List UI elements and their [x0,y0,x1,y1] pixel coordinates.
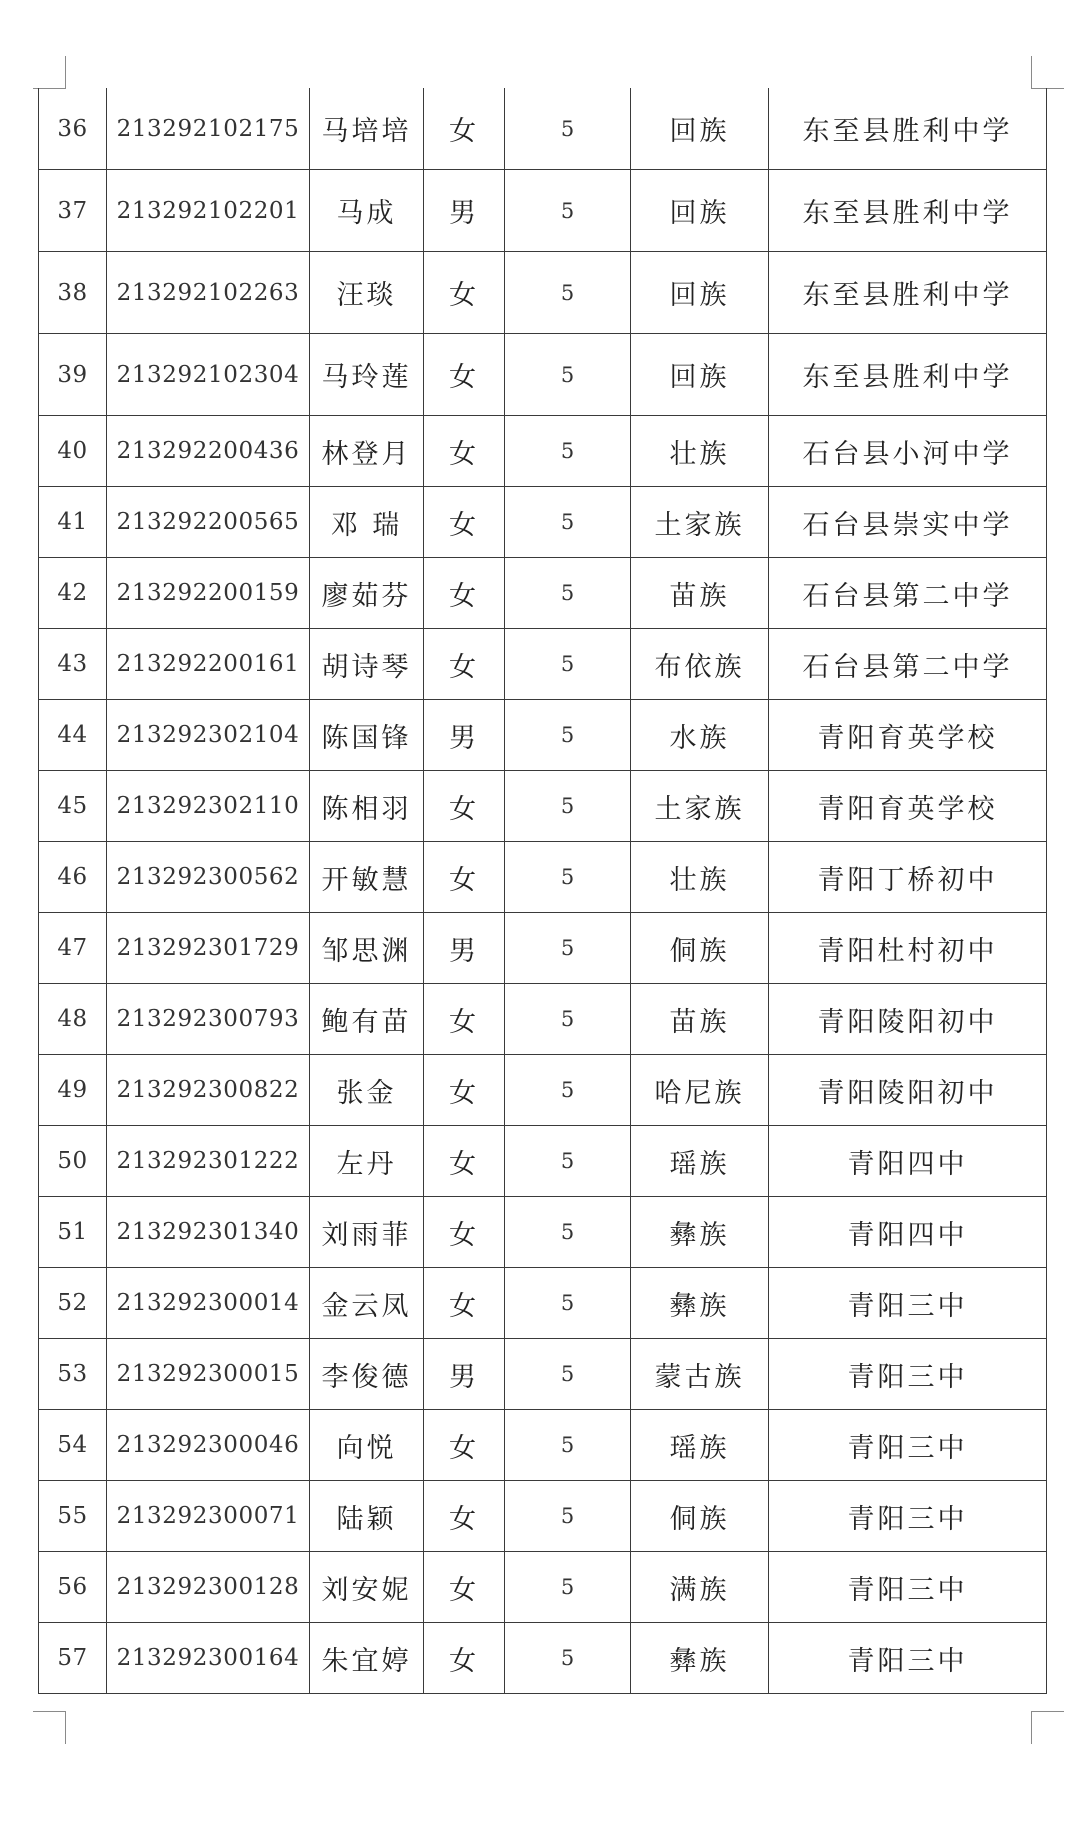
roster-body [39,88,1047,1694]
cell-score: 5 [505,1410,631,1481]
cell-exam-id: 213292300015 [107,1339,310,1410]
cell-gender: 男 [424,1339,505,1410]
cell-number: 46 [39,842,107,913]
cell-exam-id: 213292102263 [107,252,310,334]
cell-score: 5 [505,416,631,487]
cell-score: 5 [505,558,631,629]
cell-student-name: 金云凤 [310,1268,424,1339]
cell-student-name: 陈国锋 [310,700,424,771]
cell-gender: 女 [424,1481,505,1552]
cell-score: 5 [505,1197,631,1268]
cell-school: 青阳四中 [769,1126,1047,1197]
cell-number: 42 [39,558,107,629]
cell-gender: 女 [424,1410,505,1481]
table-row [39,842,1047,913]
cell-exam-id: 213292102175 [107,88,310,170]
cell-exam-id: 213292200436 [107,416,310,487]
cell-number: 43 [39,629,107,700]
cell-student-name: 邹思渊 [310,913,424,984]
cell-exam-id: 213292300562 [107,842,310,913]
cell-student-name: 陆颖 [310,1481,424,1552]
cell-ethnicity: 瑶族 [631,1410,769,1481]
table-row [39,558,1047,629]
table-row [39,1410,1047,1481]
cell-gender: 女 [424,1055,505,1126]
cell-school: 石台县崇实中学 [769,487,1047,558]
table-row [39,1197,1047,1268]
cell-school: 石台县第二中学 [769,629,1047,700]
cell-score: 5 [505,700,631,771]
cell-exam-id: 213292300046 [107,1410,310,1481]
cell-number: 49 [39,1055,107,1126]
cell-school: 石台县小河中学 [769,416,1047,487]
cell-number: 50 [39,1126,107,1197]
cell-exam-id: 213292300793 [107,984,310,1055]
table-row [39,334,1047,416]
cell-school: 青阳三中 [769,1481,1047,1552]
cell-gender: 女 [424,1126,505,1197]
cell-school: 青阳育英学校 [769,771,1047,842]
cell-score: 5 [505,629,631,700]
cell-school: 青阳陵阳初中 [769,984,1047,1055]
cell-ethnicity: 回族 [631,334,769,416]
cell-ethnicity: 壮族 [631,842,769,913]
cell-score: 5 [505,170,631,252]
cell-number: 48 [39,984,107,1055]
cell-gender: 女 [424,1197,505,1268]
cell-student-name: 邓 瑞 [310,487,424,558]
cell-ethnicity: 彝族 [631,1623,769,1694]
cell-number: 44 [39,700,107,771]
cell-student-name: 廖茹芬 [310,558,424,629]
cell-exam-id: 213292301340 [107,1197,310,1268]
cell-student-name: 陈相羽 [310,771,424,842]
cell-ethnicity: 土家族 [631,771,769,842]
table-row [39,913,1047,984]
cell-gender: 女 [424,771,505,842]
cell-ethnicity: 回族 [631,170,769,252]
cell-number: 38 [39,252,107,334]
cell-ethnicity: 侗族 [631,913,769,984]
table-row [39,700,1047,771]
crop-mark-top-left [33,56,66,89]
cell-ethnicity: 回族 [631,252,769,334]
cell-gender: 女 [424,558,505,629]
cell-school: 东至县胜利中学 [769,88,1047,170]
cell-student-name: 向悦 [310,1410,424,1481]
cell-school: 青阳三中 [769,1623,1047,1694]
table-row [39,1481,1047,1552]
cell-student-name: 马玲莲 [310,334,424,416]
cell-exam-id: 213292302104 [107,700,310,771]
table-row [39,1055,1047,1126]
cell-school: 东至县胜利中学 [769,170,1047,252]
cell-ethnicity: 蒙古族 [631,1339,769,1410]
cell-exam-id: 213292300164 [107,1623,310,1694]
cell-ethnicity: 布依族 [631,629,769,700]
cell-exam-id: 213292200161 [107,629,310,700]
cell-exam-id: 213292302110 [107,771,310,842]
table-row [39,1623,1047,1694]
cell-gender: 女 [424,334,505,416]
cell-ethnicity: 水族 [631,700,769,771]
cell-ethnicity: 苗族 [631,984,769,1055]
cell-ethnicity: 苗族 [631,558,769,629]
cell-number: 39 [39,334,107,416]
cell-gender: 女 [424,1623,505,1694]
cell-gender: 男 [424,170,505,252]
cell-school: 青阳三中 [769,1410,1047,1481]
cell-exam-id: 213292301222 [107,1126,310,1197]
cell-exam-id: 213292102304 [107,334,310,416]
cell-student-name: 开敏慧 [310,842,424,913]
table-row [39,1552,1047,1623]
cell-score: 5 [505,1339,631,1410]
cell-ethnicity: 哈尼族 [631,1055,769,1126]
cell-ethnicity: 彝族 [631,1197,769,1268]
cell-ethnicity: 回族 [631,88,769,170]
cell-gender: 女 [424,416,505,487]
cell-ethnicity: 壮族 [631,416,769,487]
cell-student-name: 鲍有苗 [310,984,424,1055]
cell-gender: 女 [424,252,505,334]
cell-score: 5 [505,487,631,558]
cell-student-name: 汪琰 [310,252,424,334]
cell-ethnicity: 侗族 [631,1481,769,1552]
cell-score: 5 [505,1126,631,1197]
table-row [39,1339,1047,1410]
table-row [39,252,1047,334]
cell-number: 36 [39,88,107,170]
cell-student-name: 刘安妮 [310,1552,424,1623]
table-row [39,1268,1047,1339]
cell-number: 45 [39,771,107,842]
cell-number: 47 [39,913,107,984]
cell-student-name: 马成 [310,170,424,252]
cell-student-name: 左丹 [310,1126,424,1197]
cell-student-name: 林登月 [310,416,424,487]
table-row [39,487,1047,558]
crop-mark-bottom-right [1031,1711,1064,1744]
student-roster-table [38,88,1047,1694]
cell-ethnicity: 满族 [631,1552,769,1623]
table-row [39,416,1047,487]
cell-number: 54 [39,1410,107,1481]
cell-number: 51 [39,1197,107,1268]
cell-score: 5 [505,1268,631,1339]
cell-student-name: 李俊德 [310,1339,424,1410]
cell-ethnicity: 土家族 [631,487,769,558]
cell-student-name: 胡诗琴 [310,629,424,700]
cell-score: 5 [505,252,631,334]
cell-gender: 女 [424,842,505,913]
cell-number: 53 [39,1339,107,1410]
table-row [39,170,1047,252]
cell-score: 5 [505,842,631,913]
table-row [39,1126,1047,1197]
cell-number: 56 [39,1552,107,1623]
cell-exam-id: 213292102201 [107,170,310,252]
cell-number: 41 [39,487,107,558]
table-row [39,984,1047,1055]
table-row [39,88,1047,170]
cell-school: 青阳育英学校 [769,700,1047,771]
cell-student-name: 刘雨菲 [310,1197,424,1268]
cell-score: 5 [505,334,631,416]
cell-exam-id: 213292200159 [107,558,310,629]
cell-exam-id: 213292300822 [107,1055,310,1126]
cell-gender: 女 [424,487,505,558]
cell-number: 55 [39,1481,107,1552]
cell-gender: 女 [424,629,505,700]
cell-gender: 男 [424,913,505,984]
cell-exam-id: 213292300071 [107,1481,310,1552]
cell-school: 青阳丁桥初中 [769,842,1047,913]
cell-gender: 女 [424,88,505,170]
cell-student-name: 张金 [310,1055,424,1126]
cell-exam-id: 213292300014 [107,1268,310,1339]
cell-exam-id: 213292200565 [107,487,310,558]
crop-mark-bottom-left [33,1711,66,1744]
cell-school: 青阳四中 [769,1197,1047,1268]
cell-exam-id: 213292300128 [107,1552,310,1623]
cell-score: 5 [505,88,631,170]
cell-gender: 女 [424,984,505,1055]
cell-gender: 女 [424,1268,505,1339]
cell-gender: 男 [424,700,505,771]
cell-school: 东至县胜利中学 [769,252,1047,334]
cell-school: 青阳三中 [769,1268,1047,1339]
cell-score: 5 [505,1552,631,1623]
cell-score: 5 [505,1623,631,1694]
cell-score: 5 [505,984,631,1055]
cell-school: 青阳三中 [769,1339,1047,1410]
cell-student-name: 朱宜婷 [310,1623,424,1694]
cell-school: 石台县第二中学 [769,558,1047,629]
table-row [39,771,1047,842]
cell-school: 东至县胜利中学 [769,334,1047,416]
cell-score: 5 [505,1481,631,1552]
cell-ethnicity: 彝族 [631,1268,769,1339]
cell-score: 5 [505,913,631,984]
cell-exam-id: 213292301729 [107,913,310,984]
cell-number: 57 [39,1623,107,1694]
cell-school: 青阳三中 [769,1552,1047,1623]
cell-number: 40 [39,416,107,487]
cell-gender: 女 [424,1552,505,1623]
cell-number: 52 [39,1268,107,1339]
cell-number: 37 [39,170,107,252]
table-row [39,629,1047,700]
cell-ethnicity: 瑶族 [631,1126,769,1197]
cell-student-name: 马培培 [310,88,424,170]
cell-school: 青阳陵阳初中 [769,1055,1047,1126]
cell-school: 青阳杜村初中 [769,913,1047,984]
cell-score: 5 [505,771,631,842]
crop-mark-top-right [1031,56,1064,89]
cell-score: 5 [505,1055,631,1126]
